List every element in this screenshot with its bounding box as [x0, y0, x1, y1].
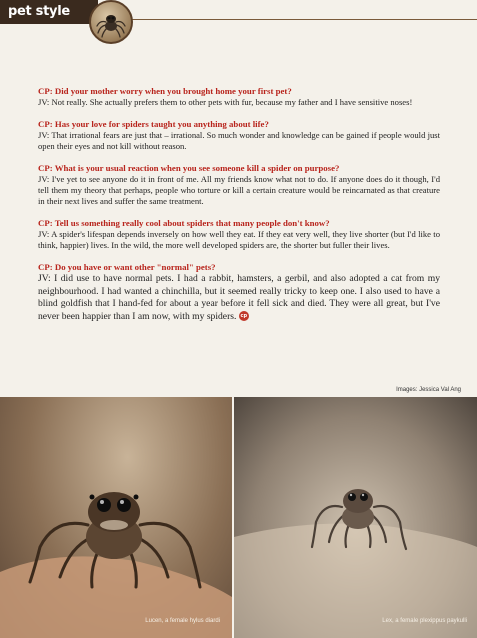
- answer: [38, 273, 440, 323]
- answer: JV: That irrational fears are just that – irrational. So much wonder and knowledge can be gained if people would just open their eyes and not kill without reason.: [38, 130, 440, 151]
- end-mark-icon: cp: [240, 313, 248, 320]
- jumping-spider-icon: [89, 0, 133, 44]
- question: CP: Did your mother worry when you brought home your first pet?: [38, 86, 292, 96]
- question: CP: What is your usual reaction when you see someone kill a spider on purpose?: [38, 163, 340, 173]
- qa-block: [38, 262, 440, 323]
- answer: JV: A spider's lifespan depends inversely on how well they eat. If they eat very well, they live shorter (but I'd like to think, happier) lives. In the wild, the more well developed spiders are, the shorter but fuller their lives.: [38, 229, 440, 250]
- image-credit: Images: Jessica Val Ang: [396, 387, 461, 393]
- question: CP: Do you have or want other "normal" pets?: [38, 262, 216, 272]
- answer: JV: Not really. She actually prefers them to other pets with fur, because my father and I have sensitive noses!: [38, 97, 413, 107]
- qa-block: [38, 119, 440, 152]
- photo-lucen: [0, 397, 232, 638]
- photo-caption: Lucen, a female hylus diardi: [145, 618, 220, 624]
- photo-strip: [0, 397, 477, 638]
- qa-block: [38, 163, 440, 207]
- page-header: [0, 0, 477, 40]
- photo-lex: [234, 397, 477, 638]
- answer-text: JV: I did use to have normal pets. I had a rabbit, hamsters, a gerbil, and also adopted a cat from my neighbourhood. I had wanted a chinchilla, but it seemed really tricky to keep one. I also used to have a blind goldfish that I hand-fed for about a year before it fell sick and died. They were all great, but I've never been happier than I am now, with my spiders.: [38, 273, 440, 322]
- answer: JV: I've yet to see anyone do it in front of me. All my friends know what not to do. If anyone does do it though, I'd tell them my theory that perhaps, people who torture or kill a certain creature would be reincarnated as that creature in their next lives and suffer the same treatment.: [38, 174, 440, 206]
- question: CP: Has your love for spiders taught you anything about life?: [38, 119, 269, 129]
- qa-block: [38, 86, 440, 108]
- qa-block: [38, 218, 440, 251]
- section-bar: [0, 0, 98, 24]
- question: CP: Tell us something really cool about spiders that many people don't know?: [38, 218, 330, 228]
- interview-body: [38, 86, 440, 334]
- photo-caption: Lex, a female plexippus paykulli: [382, 618, 467, 624]
- section-label: pet style: [8, 4, 70, 19]
